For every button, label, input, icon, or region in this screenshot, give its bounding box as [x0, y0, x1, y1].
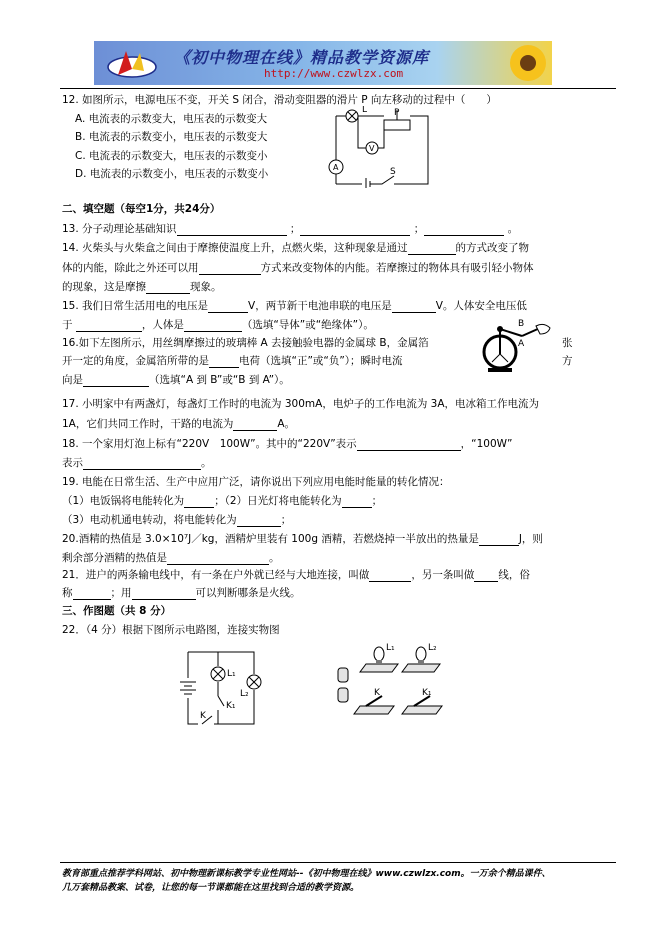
figure-label-a: A	[518, 339, 525, 349]
q12-stem: 12. 如图所示，电源电压不变，开关 S 闭合，滑动变阻器的滑片 P 向左移动的过程中（ ）	[62, 94, 497, 106]
lamp-l2-icon	[247, 675, 261, 689]
q19-blank-3[interactable]	[237, 515, 281, 527]
q21-blank-2[interactable]	[474, 570, 498, 582]
q13-blank-2[interactable]	[300, 224, 410, 236]
q22-real-components	[336, 640, 452, 724]
q22-circuit-diagram	[178, 644, 270, 732]
q12-option-d: D. 电流表的示数变小，电压表的示数变小	[75, 168, 269, 180]
q19-blank-2[interactable]	[342, 496, 372, 508]
q17-blank-1[interactable]	[233, 419, 277, 431]
header-rule	[60, 88, 616, 89]
q16-line-1: 16.如下左图所示，用丝绸摩擦过的玻璃棒 A 去接触验电器的金属球 B，金属箔	[62, 337, 429, 349]
sunflower-icon	[508, 43, 548, 83]
banner-title: 《初中物理在线》精品教学资源库	[174, 48, 430, 67]
q12-option-c: C. 电流表的示数变大，电压表的示数变小	[75, 150, 268, 162]
q20-blank-2[interactable]	[167, 553, 269, 565]
diagram-label-l2: L₂	[240, 689, 249, 699]
q16-line-1-end: 张	[562, 337, 573, 349]
q13: 13. 分子动理论基础知识 ； ； 。	[62, 223, 519, 235]
bulb-l2-icon	[416, 647, 426, 664]
q16-line-3: 向是 （选填“A 到 B”或“B 到 A”）。	[62, 374, 290, 386]
q13-blank-1[interactable]	[177, 224, 287, 236]
q19-line-2: （1）电饭锅将电能转化为 ；（2）日光灯将电能转化为 ；	[62, 495, 383, 507]
q22-stem: 22．（4 分）根据下图所示电路图，连接实物图	[62, 624, 280, 636]
q21-line-1: 21．进户的两条输电线中，有一条在户外就已经与大地连接，叫做 ，另一条叫做 线，俗	[62, 569, 530, 581]
q16-blank-2[interactable]	[83, 375, 149, 387]
q17-line-1: 17. 小明家中有两盏灯，每盏灯工作时的电流为 300mA，电炉子的工作电流为 3A，电冰箱工作电流为	[62, 398, 540, 410]
section-3-title: 三、作图题（共 8 分）	[62, 605, 172, 617]
footer-line-1: 教育部重点推荐学科网站、初中物理新课标教学专业性网站--《初中物理在线》www.czwlzx.com。一万余个精品课件、	[62, 869, 551, 879]
real-label-k: K	[374, 688, 380, 698]
q12-circuit-diagram	[322, 106, 434, 188]
q15-blank-4[interactable]	[184, 320, 242, 332]
diagram-label-k: K	[200, 711, 206, 721]
real-label-l2: L₂	[428, 643, 437, 653]
q14-blank-1[interactable]	[408, 243, 456, 255]
q13-blank-3[interactable]	[424, 224, 504, 236]
q17-line-2: 1A，它们共同工作时，干路的电流为 A。	[62, 418, 296, 430]
q16-line-2-end: 方	[562, 355, 573, 367]
q20-line-2: 剩余部分酒精的热值是 。	[62, 552, 280, 564]
figure-label-b: B	[518, 319, 525, 329]
fig-label-s: S	[390, 167, 396, 177]
lamp-icon	[346, 110, 358, 122]
q15-blank-2[interactable]	[392, 301, 436, 313]
q19-blank-1[interactable]	[184, 496, 214, 508]
fig-label-p: P	[394, 108, 400, 118]
q16-line-2: 开一定的角度，金属箔所带的是 电荷（选填“正”或“负”）；瞬时电流	[62, 355, 403, 367]
q15-line-2: 于 ，人体是 （选填“导体”或“绝缘体”）。	[62, 319, 374, 331]
q12-option-b: B. 电流表的示数变小，电压表的示数变大	[75, 131, 268, 143]
bulb-l1-icon	[374, 647, 384, 664]
q14-line-3: 的现象，这是摩擦 现象。	[62, 281, 222, 293]
q21-blank-4[interactable]	[132, 588, 196, 600]
real-label-k1: K₁	[422, 688, 432, 698]
q15-line-1: 15. 我们日常生活用电的电压是 V，两节新干电池串联的电压是 V。人体安全电压低	[62, 300, 527, 312]
q14-blank-3[interactable]	[146, 282, 190, 294]
q21-blank-1[interactable]	[369, 570, 411, 582]
q19-line-1: 19. 电能在日常生活、生产中应用广泛，请你说出下列应用电能时能量的转化情况：	[62, 476, 450, 488]
q16-blank-1[interactable]	[209, 356, 239, 368]
q15-blank-3[interactable]	[76, 320, 142, 332]
q20-blank-1[interactable]	[479, 534, 519, 546]
q18-blank-2[interactable]	[83, 458, 201, 470]
logo-icon	[104, 45, 160, 81]
header-banner	[94, 41, 552, 85]
real-label-l1: L₁	[386, 643, 395, 653]
q14-blank-2[interactable]	[199, 263, 261, 275]
q14-line-2: 体的内能，除此之外还可以用 方式来改变物体的内能。若摩擦过的物体具有吸引轻小物体	[62, 262, 534, 274]
section-2-title: 二、填空题（每空1分，共24分）	[62, 203, 221, 215]
q18-line-1: 18. 一个家用灯泡上标有“220V 100W”。其中的“220V”表示 ，“100W”	[62, 438, 513, 450]
footer-line-2: 几万套精品教案、试卷，让您的每一节课都能在这里找到合适的教学资源。	[62, 883, 360, 893]
q21-blank-3[interactable]	[73, 588, 111, 600]
q20-line-1: 20.酒精的热值是 3.0×10⁷J／kg，酒精炉里装有 100g 酒精，若燃烧掉一半放出的热量是 J，则	[62, 533, 543, 545]
q12-option-a: A. 电流表的示数变大，电压表的示数变大	[75, 113, 268, 125]
q19-line-3: （3）电动机通电转动，将电能转化为 ；	[62, 514, 292, 526]
q18-blank-1[interactable]	[357, 439, 461, 451]
q18-line-2: 表示 。	[62, 457, 212, 469]
q21-line-2: 称 ；用 可以判断哪条是火线。	[62, 587, 301, 599]
fig-label-a: A	[333, 163, 339, 172]
footer-rule	[60, 862, 616, 863]
lamp-l1-icon	[211, 667, 225, 681]
electroscope-figure	[478, 316, 558, 374]
banner-url[interactable]: http://www.czwlzx.com	[264, 67, 404, 80]
fig-label-v: V	[369, 144, 375, 153]
diagram-label-k1: K₁	[226, 701, 236, 711]
fig-label-l: L	[362, 106, 368, 115]
q14-line-1: 14. 火柴头与火柴盒之间由于摩擦使温度上升，点燃火柴，这种现象是通过 的方式改变了物	[62, 242, 530, 254]
q15-blank-1[interactable]	[208, 301, 248, 313]
diagram-label-l1: L₁	[227, 669, 236, 679]
